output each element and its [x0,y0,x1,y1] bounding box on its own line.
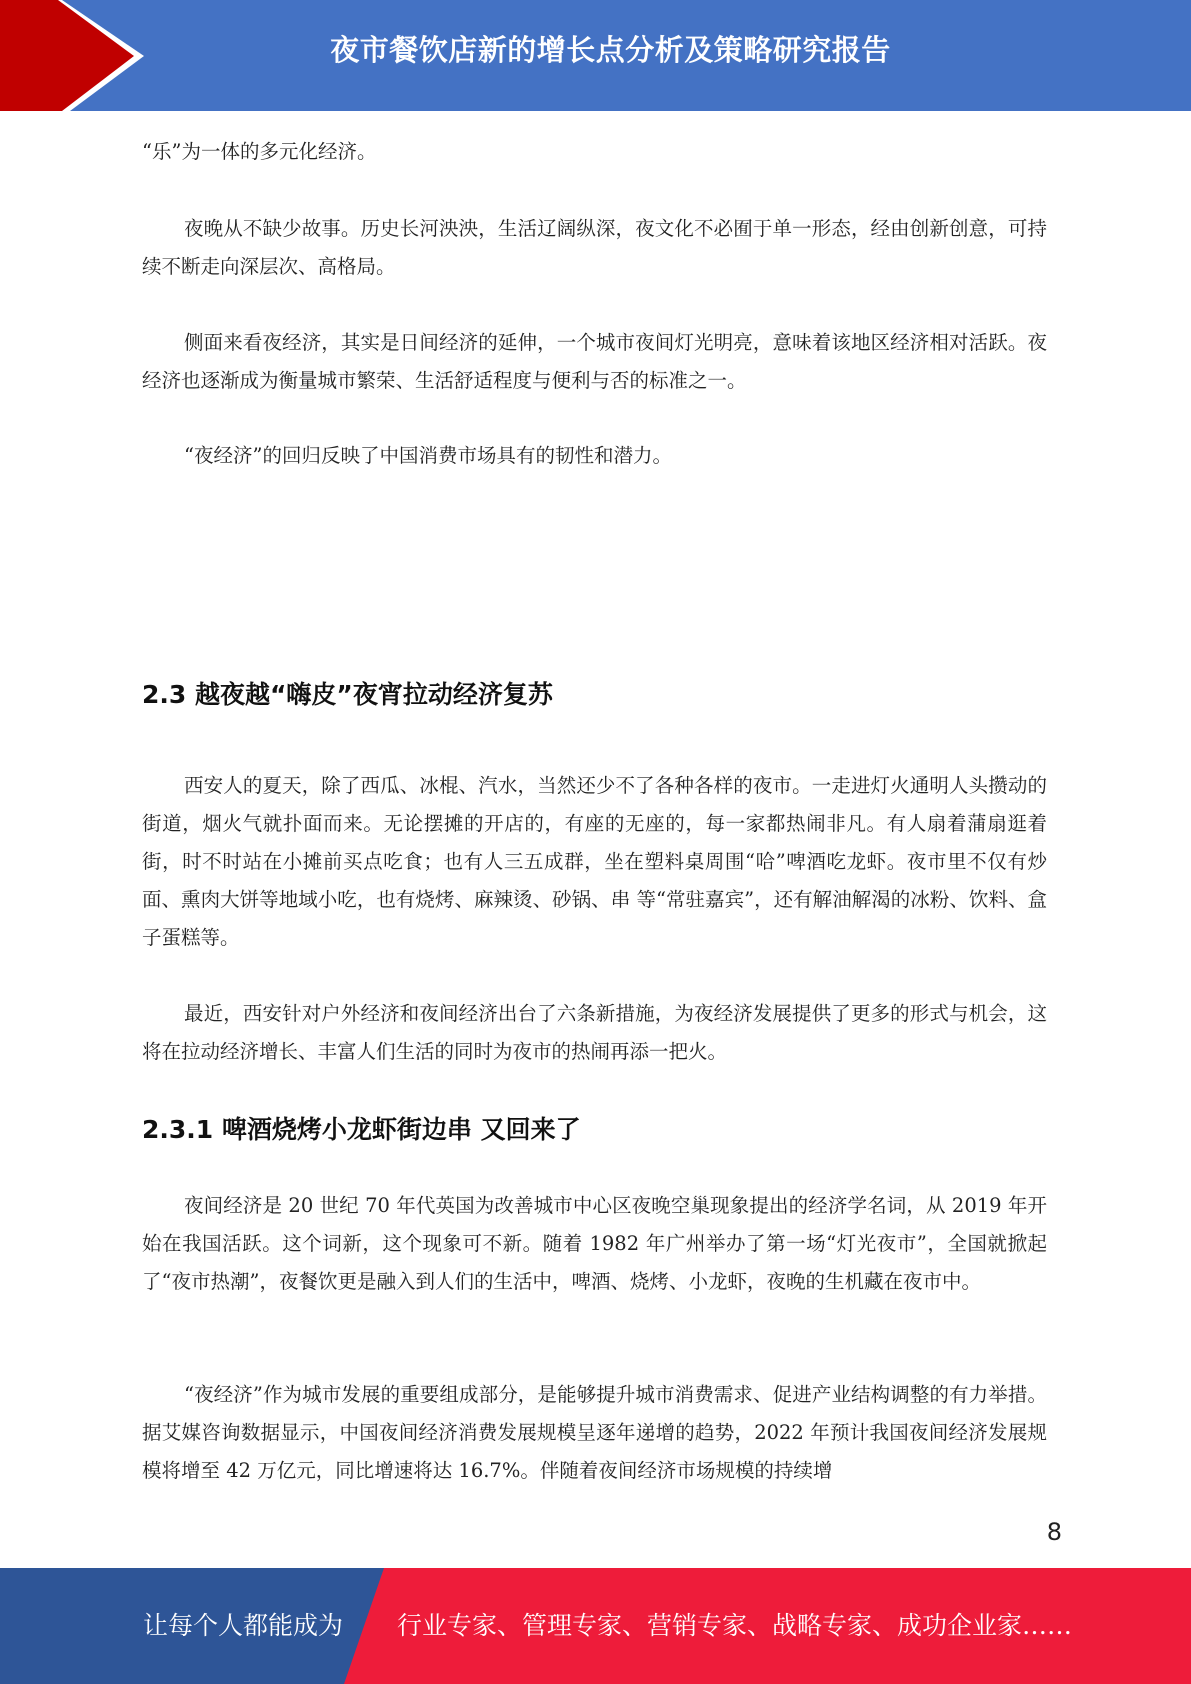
paragraph: “乐”为一体的多元化经济。 [142,140,377,163]
paragraph: 夜间经济是 20 世纪 70 年代英国为改善城市中心区夜晚空巢现象提出的经济学名词，从 2019 年开始在我国活跃。这个词新，这个现象可不新。随着 1982 年广州举办了第一场“灯光夜市”，全国就掀起了“夜市热潮”，夜餐饮更是融入到人们的生活中，啤酒、烧烤、小龙虾，夜晚的生机藏在夜市中。 [142,1194,1047,1293]
paragraph: 最近，西安针对户外经济和夜间经济出台了六条新措施，为夜经济发展提供了更多的形式与机会，这将在拉动经济增长、丰富人们生活的同时为夜市的热闹再添一把火。 [142,1002,1047,1063]
footer-slogan-left: 让每个人都能成为 [143,1611,344,1640]
paragraph: “夜经济”的回归反映了中国消费市场具有的韧性和潜力。 [184,444,672,467]
page-number: 8 [1046,1518,1062,1546]
page-footer [0,1568,1191,1684]
section-heading-2-3-1: 2.3.1 啤酒烧烤小龙虾街边串 又回来了 [142,1115,581,1144]
report-title: 夜市餐饮店新的增长点分析及策略研究报告 [330,33,891,67]
paragraph: 西安人的夏天，除了西瓜、冰棍、汽水，当然还少不了各种各样的夜市。一走进灯火通明人头攒动的街道，烟火气就扑面而来。无论摆摊的开店的，有座的无座的，每一家都热闹非凡。有人扇着蒲扇逛着街，时不时站在小摊前买点吃食；也有人三五成群，坐在塑料桌周围“哈”啤酒吃龙虾。夜市里不仅有炒面、熏肉大饼等地域小吃，也有烧烤、麻辣烫、砂锅、串 等“常驻嘉宾”，还有解油解渴的冰粉、饮料、盒子蛋糕等。 [142,774,1047,949]
page-header [0,0,1191,111]
paragraph: 侧面来看夜经济，其实是日间经济的延伸，一个城市夜间灯光明亮，意味着该地区经济相对活跃。夜经济也逐渐成为衡量城市繁荣、生活舒适程度与便利与否的标准之一。 [142,331,1047,392]
paragraph: 夜晚从不缺少故事。历史长河泱泱，生活辽阔纵深，夜文化不必囿于单一形态，经由创新创意，可持续不断走向深层次、高格局。 [142,217,1047,278]
footer-slogan-right: 行业专家、管理专家、营销专家、战略专家、成功企业家…… [397,1611,1073,1640]
section-heading-2-3: 2.3 越夜越“嗨皮”夜宵拉动经济复苏 [142,680,553,709]
paragraph: “夜经济”作为城市发展的重要组成部分，是能够提升城市消费需求、促进产业结构调整的有力举措。据艾媒咨询数据显示，中国夜间经济消费发展规模呈逐年递增的趋势，2022 年预计我国夜间经济发展规模将增至 42 万亿元，同比增速将达 16.7%。伴随着夜间经济市场规模的持续增 [142,1383,1047,1482]
